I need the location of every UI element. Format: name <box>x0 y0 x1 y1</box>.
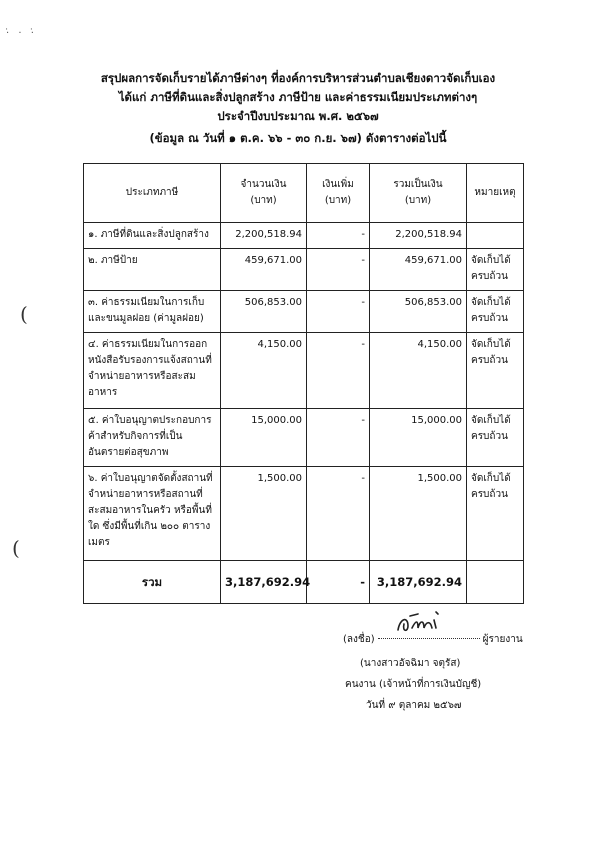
header-remark: หมายเหตุ <box>467 164 524 223</box>
row-type: ๓. ค่าธรรมเนียมในการเก็บและขนมูลฝอย (ค่ามูลฝอย) <box>84 291 221 333</box>
header-surcharge: เงินเพิ่ม (บาท) <box>307 164 370 223</box>
title-line-3: ประจำปีงบประมาณ พ.ศ. ๒๕๖๗ <box>217 109 379 123</box>
table-row <box>84 333 524 409</box>
table-row <box>84 249 524 291</box>
total-sum: 3,187,692.94 <box>370 561 467 604</box>
table-row <box>84 467 524 561</box>
row-remark: จัดเก็บได้ครบถ้วน <box>467 333 524 409</box>
signature-line <box>343 632 523 647</box>
signature-date: วันที่ ๙ ตุลาคม ๒๕๖๗ <box>366 700 462 711</box>
total-row <box>84 561 524 604</box>
signer-name: (นางสาวอัจฉิมา จตุรัส) <box>360 658 461 669</box>
row-total: 2,200,518.94 <box>370 223 467 249</box>
table-header-row <box>84 164 524 223</box>
scan-specks: ·̇ · ·̇ <box>6 28 37 39</box>
total-label: รวม <box>84 561 221 604</box>
row-amount: 4,150.00 <box>221 333 307 409</box>
table-row <box>84 291 524 333</box>
punch-hole-mark-icon: ( <box>12 536 20 560</box>
row-type: ๕. ค่าใบอนุญาตประกอบการค้าสำหรับกิจการที่เป็นอันตรายต่อสุขภาพ <box>84 409 221 467</box>
row-remark <box>467 223 524 249</box>
row-surcharge: - <box>307 291 370 333</box>
title-line-1: สรุปผลการจัดเก็บรายได้ภาษีต่างๆ ที่องค์การบริหารส่วนตำบลเชียงดาวจัดเก็บเอง <box>100 71 496 85</box>
row-remark: จัดเก็บได้ครบถ้วน <box>467 291 524 333</box>
row-amount: 1,500.00 <box>221 467 307 561</box>
row-amount: 15,000.00 <box>221 409 307 467</box>
total-amount: 3,187,692.94 <box>221 561 307 604</box>
signature-suffix: ผู้รายงาน <box>482 634 523 645</box>
signer-position: คนงาน (เจ้าหน้าที่การเงินบัญชี) <box>345 679 482 690</box>
row-type: ๔. ค่าธรรมเนียมในการออกหนังสือรับรองการแจ้งสถานที่จำหน่ายอาหารหรือสะสมอาหาร <box>84 333 221 409</box>
total-surcharge: - <box>307 561 370 604</box>
row-amount: 459,671.00 <box>221 249 307 291</box>
row-remark: จัดเก็บได้ครบถ้วน <box>467 467 524 561</box>
row-total: 4,150.00 <box>370 333 467 409</box>
row-surcharge: - <box>307 467 370 561</box>
signature-prefix: (ลงชื่อ) <box>343 634 375 645</box>
row-remark: จัดเก็บได้ครบถ้วน <box>467 409 524 467</box>
row-total: 1,500.00 <box>370 467 467 561</box>
tax-summary-table <box>83 163 524 604</box>
header-amount: จำนวนเงิน (บาท) <box>221 164 307 223</box>
row-surcharge: - <box>307 333 370 409</box>
signature-dots <box>378 638 480 639</box>
row-amount: 2,200,518.94 <box>221 223 307 249</box>
total-remark <box>467 561 524 604</box>
row-surcharge: - <box>307 409 370 467</box>
row-surcharge: - <box>307 223 370 249</box>
row-total: 459,671.00 <box>370 249 467 291</box>
header-type: ประเภทภาษี <box>84 164 221 223</box>
row-total: 506,853.00 <box>370 291 467 333</box>
row-amount: 506,853.00 <box>221 291 307 333</box>
row-remark: จัดเก็บได้ครบถ้วน <box>467 249 524 291</box>
row-surcharge: - <box>307 249 370 291</box>
title-line-2: ได้แก่ ภาษีที่ดินและสิ่งปลูกสร้าง ภาษีป้าย และค่าธรรมเนียมประเภทต่างๆ <box>118 90 478 104</box>
row-type: ๑. ภาษีที่ดินและสิ่งปลูกสร้าง <box>84 223 221 249</box>
row-type: ๒. ภาษีป้าย <box>84 249 221 291</box>
row-total: 15,000.00 <box>370 409 467 467</box>
table-row <box>84 223 524 249</box>
table-row <box>84 409 524 467</box>
title-line-4: (ข้อมูล ณ วันที่ ๑ ต.ค. ๖๖ - ๓๐ ก.ย. ๖๗) ดังตารางต่อไปนี้ <box>149 131 447 145</box>
row-type: ๖. ค่าใบอนุญาตจัดตั้งสถานที่จำหน่ายอาหารหรือสถานที่สะสมอาหารในครัว หรือพื้นที่ใด ซึ่งมีพื้นที่เกิน ๒๐๐ ตารางเมตร <box>84 467 221 561</box>
punch-hole-mark-icon: ( <box>20 302 28 326</box>
header-total: รวมเป็นเงิน (บาท) <box>370 164 467 223</box>
